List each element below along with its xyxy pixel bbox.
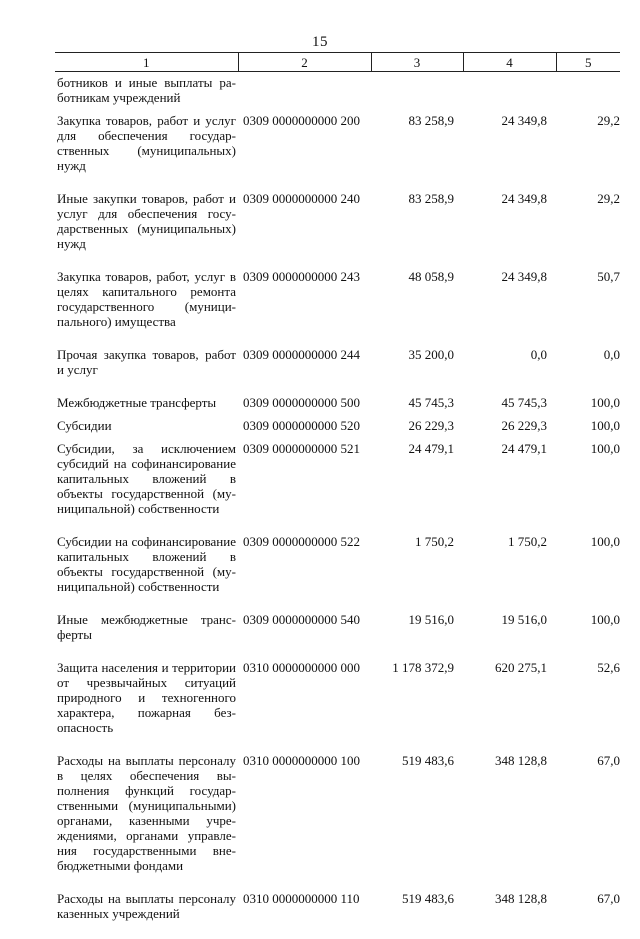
- row-col3: 26 229,3: [371, 418, 463, 441]
- row-col3: 45 745,3: [371, 395, 463, 418]
- row-name: Расходы на выплаты персоналу в целях обеспечения выполнения функций государственными (муниципальными) органами, казенными учреждениями, органами управления государственными внебюджетными фондами: [55, 753, 238, 891]
- row-col4: [463, 72, 556, 114]
- row-col4: 24 349,8: [463, 191, 556, 269]
- row-col5: 100,0: [556, 534, 620, 612]
- table-row: [55, 418, 620, 441]
- table-body: [55, 72, 620, 939]
- row-col4: 24 349,8: [463, 269, 556, 347]
- row-col4: 620 275,1: [463, 660, 556, 753]
- row-name: Межбюджетные трансферты: [55, 395, 238, 418]
- row-col3: 48 058,9: [371, 269, 463, 347]
- row-col5: 67,0: [556, 891, 620, 939]
- table-row: [55, 395, 620, 418]
- row-col5: 67,0: [556, 753, 620, 891]
- row-col3: 83 258,9: [371, 113, 463, 191]
- row-col5: 29,2: [556, 113, 620, 191]
- row-name: Защита населения и территории от чрезвычайных ситуаций природного и техногенного характера, пожарная безопасность: [55, 660, 238, 753]
- column-header-4: 4: [463, 53, 556, 72]
- row-col4: 0,0: [463, 347, 556, 395]
- row-name: Закупка товаров, работ, услуг в целях капитального ремонта государственного (муниципального) имущества: [55, 269, 238, 347]
- row-code: 0309 0000000000 200: [238, 113, 371, 191]
- row-col5: 0,0: [556, 347, 620, 395]
- row-col4: 26 229,3: [463, 418, 556, 441]
- row-col5: 50,7: [556, 269, 620, 347]
- row-code: 0309 0000000000 520: [238, 418, 371, 441]
- row-name: Расходы на выплаты персоналу казенных учреждений: [55, 891, 238, 939]
- row-code: 0309 0000000000 240: [238, 191, 371, 269]
- row-code: 0309 0000000000 521: [238, 441, 371, 534]
- row-code: 0310 0000000000 000: [238, 660, 371, 753]
- row-col4: 24 349,8: [463, 113, 556, 191]
- row-col4: 348 128,8: [463, 891, 556, 939]
- table-row: [55, 612, 620, 660]
- column-header-5: 5: [556, 53, 620, 72]
- table-row: [55, 191, 620, 269]
- row-col5: 100,0: [556, 418, 620, 441]
- table-row: [55, 269, 620, 347]
- row-code: 0309 0000000000 243: [238, 269, 371, 347]
- table-row: [55, 753, 620, 891]
- row-code: 0309 0000000000 540: [238, 612, 371, 660]
- table-row: [55, 891, 620, 939]
- row-col3: [371, 72, 463, 114]
- column-header-3: 3: [371, 53, 463, 72]
- row-name: Субсидии: [55, 418, 238, 441]
- row-col3: 83 258,9: [371, 191, 463, 269]
- row-col3: 519 483,6: [371, 891, 463, 939]
- column-header-2: 2: [238, 53, 371, 72]
- column-header-1: 1: [55, 53, 238, 72]
- row-name: Прочая закупка товаров, работ и услуг: [55, 347, 238, 395]
- row-col5: 100,0: [556, 612, 620, 660]
- row-name: Иные межбюджетные трансферты: [55, 612, 238, 660]
- row-code: 0309 0000000000 244: [238, 347, 371, 395]
- row-col3: 19 516,0: [371, 612, 463, 660]
- page-number: 15: [0, 34, 640, 51]
- table-row: [55, 660, 620, 753]
- table-row: [55, 534, 620, 612]
- row-name: ботников и иные выплаты работникам учреждений: [55, 72, 238, 114]
- header-row: [55, 53, 620, 72]
- table-row: [55, 347, 620, 395]
- row-col5: 100,0: [556, 441, 620, 534]
- row-col5: 29,2: [556, 191, 620, 269]
- row-name: Иные закупки товаров, работ и услуг для обеспечения государственных (муниципальных) нужд: [55, 191, 238, 269]
- row-col3: 35 200,0: [371, 347, 463, 395]
- row-col5: 52,6: [556, 660, 620, 753]
- row-col4: 1 750,2: [463, 534, 556, 612]
- table-row: [55, 113, 620, 191]
- row-col3: 1 178 372,9: [371, 660, 463, 753]
- row-col4: 19 516,0: [463, 612, 556, 660]
- row-code: [238, 72, 371, 114]
- row-name: Субсидии, за исключением субсидий на софинансирование капитальных вложений в объекты государственной (муниципальной) собственности: [55, 441, 238, 534]
- row-col3: 519 483,6: [371, 753, 463, 891]
- row-col4: 24 479,1: [463, 441, 556, 534]
- row-col3: 1 750,2: [371, 534, 463, 612]
- row-col3: 24 479,1: [371, 441, 463, 534]
- table-row: [55, 441, 620, 534]
- row-code: 0309 0000000000 522: [238, 534, 371, 612]
- table-header: [55, 53, 620, 72]
- row-code: 0310 0000000000 100: [238, 753, 371, 891]
- row-col4: 348 128,8: [463, 753, 556, 891]
- row-name: Субсидии на софинансирование капитальных вложений в объекты государственной (муниципальной) собственности: [55, 534, 238, 612]
- row-col5: 100,0: [556, 395, 620, 418]
- row-code: 0310 0000000000 110: [238, 891, 371, 939]
- row-col4: 45 745,3: [463, 395, 556, 418]
- row-col5: [556, 72, 620, 114]
- row-name: Закупка товаров, работ и услуг для обеспечения государственных (муниципальных) нужд: [55, 113, 238, 191]
- row-code: 0309 0000000000 500: [238, 395, 371, 418]
- table-row: [55, 72, 620, 114]
- budget-table: [55, 52, 620, 939]
